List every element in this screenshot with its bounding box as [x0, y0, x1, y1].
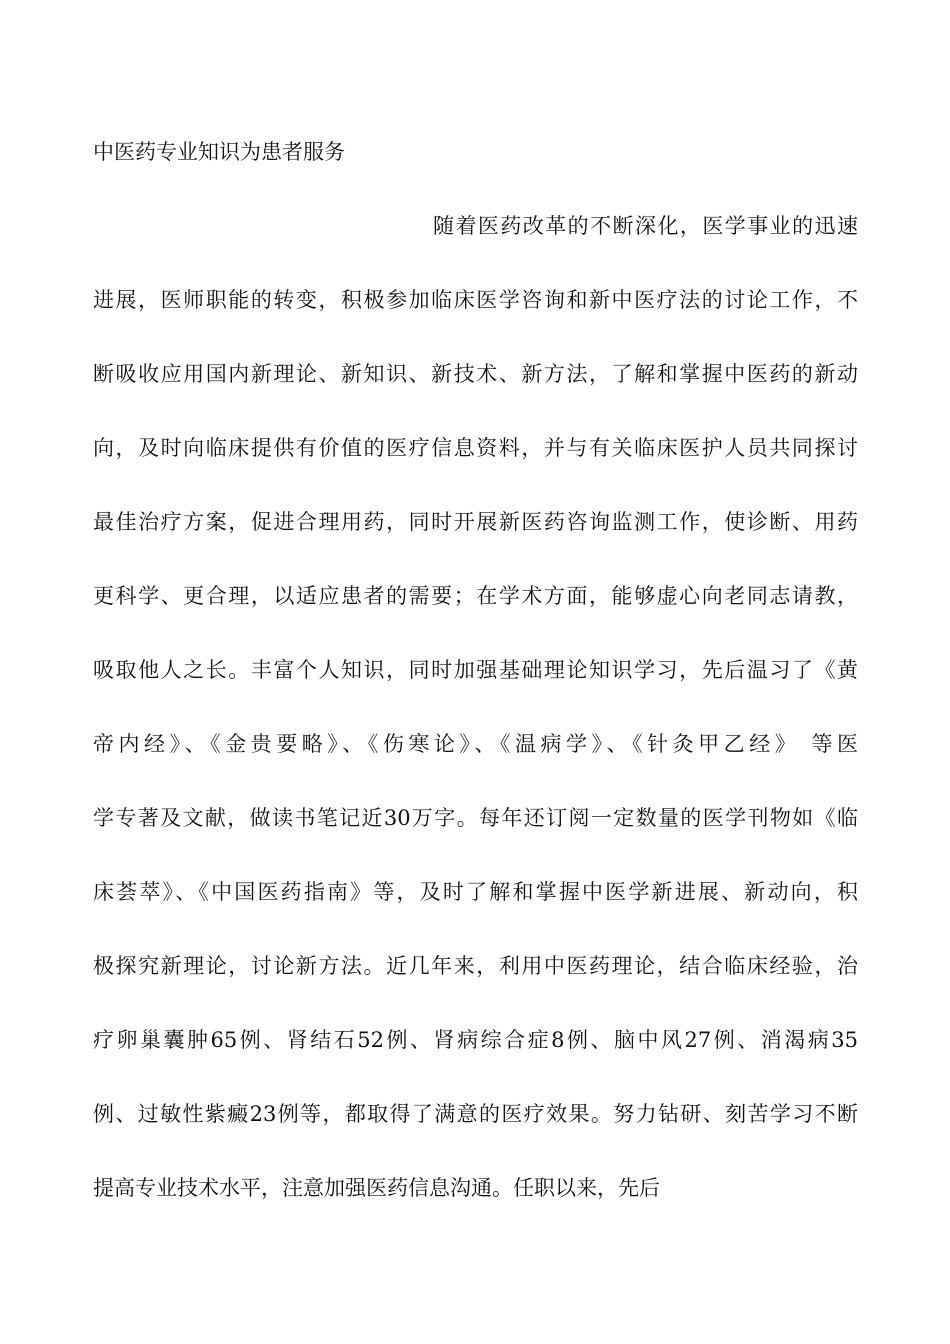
- body-line: 断吸收应用国内新理论、新知识、新技术、新方法，了解和掌握中医药的新动: [93, 362, 858, 386]
- body-line: 随着医药改革的不断深化，医学事业的迅速: [433, 214, 858, 238]
- body-line: 最佳治疗方案，促进合理用药，同时开展新医药咨询监测工作，使诊断、用药: [93, 510, 858, 534]
- body-line: 进展，医师职能的转变，积极参加临床医学咨询和新中医疗法的讨论工作，不: [93, 288, 858, 312]
- body-line: 床荟萃》、《中国医药指南》等，及时了解和掌握中医学新进展、新动向，积: [93, 880, 858, 904]
- body-line: 极探究新理论，讨论新方法。近几年来，利用中医药理论，结合临床经验，治: [93, 954, 858, 978]
- body-line: 疗卵巢囊肿65例、肾结石52例、肾病综合症8例、脑中风27例、消渴病35: [93, 1028, 858, 1052]
- document-title: 中医药专业知识为患者服务: [93, 140, 345, 164]
- body-line: 更科学、更合理，以适应患者的需要；在学术方面，能够虚心向老同志请教，: [93, 584, 858, 608]
- body-line: 帝内经》、《金贵要略》、《伤寒论》、《温病学》、《针灸甲乙经》 等医: [93, 732, 858, 756]
- body-line: 例、过敏性紫癜23例等，都取得了满意的医疗效果。努力钻研、刻苦学习不断: [93, 1102, 858, 1126]
- body-line: 学专著及文献，做读书笔记近30万字。每年还订阅一定数量的医学刊物如《临: [93, 806, 858, 830]
- body-line: 向，及时向临床提供有价值的医疗信息资料，并与有关临床医护人员共同探讨: [93, 436, 858, 460]
- body-line: 吸取他人之长。丰富个人知识，同时加强基础理论知识学习，先后温习了《黄: [93, 658, 858, 682]
- body-line: 提高专业技术水平，注意加强医药信息沟通。任职以来，先后: [93, 1176, 660, 1200]
